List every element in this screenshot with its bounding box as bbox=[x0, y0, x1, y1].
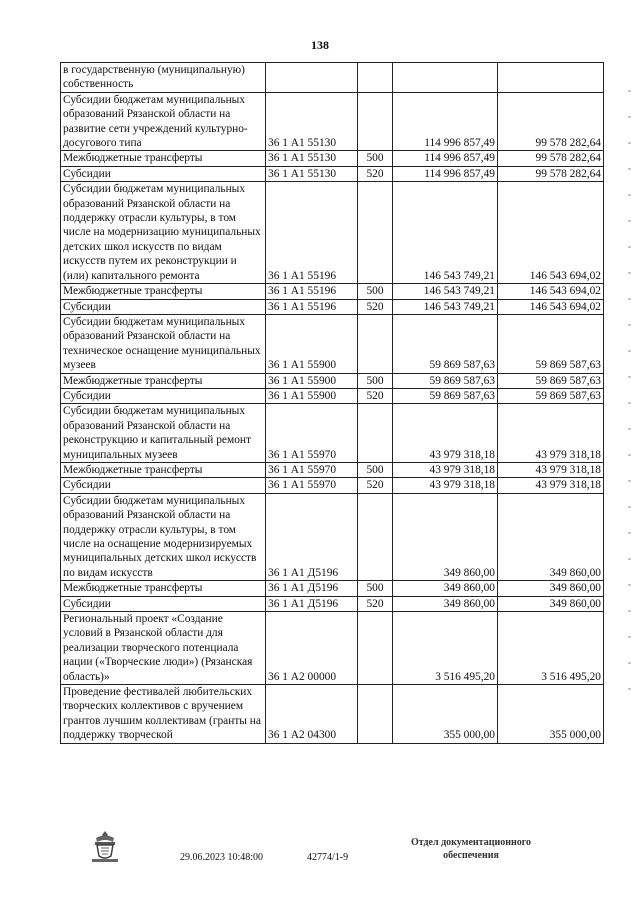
row-code-cell bbox=[266, 63, 358, 93]
row-amount-2-cell: 349 860,00 bbox=[498, 493, 604, 580]
row-amount-1-cell: 146 543 749,21 bbox=[393, 284, 498, 299]
row-name-cell: Субсидии bbox=[61, 299, 266, 314]
row-expense-type-cell: 500 bbox=[358, 151, 393, 166]
row-amount-1-cell: 355 000,00 bbox=[393, 685, 498, 744]
row-code-cell: 36 1 А2 00000 bbox=[266, 612, 358, 685]
row-amount-2-cell: 59 869 587,63 bbox=[498, 314, 604, 373]
row-code-cell: 36 1 А1 55900 bbox=[266, 314, 358, 373]
row-code-cell: 36 1 А1 55196 bbox=[266, 284, 358, 299]
row-amount-1-cell: 59 869 587,63 bbox=[393, 373, 498, 388]
row-name-cell: в государственную (муниципальную) собственность bbox=[61, 63, 266, 93]
table-row bbox=[61, 478, 604, 493]
budget-table bbox=[60, 62, 604, 744]
table-row bbox=[61, 182, 604, 284]
row-name-cell: Субсидии бюджетам муниципальных образований Рязанской области на развитие сети учреждений культурно-досугового типа bbox=[61, 92, 266, 151]
table-row bbox=[61, 151, 604, 166]
row-expense-type-cell: 500 bbox=[358, 462, 393, 477]
row-code-cell: 36 1 А1 55970 bbox=[266, 404, 358, 463]
row-name-cell: Межбюджетные трансферты bbox=[61, 462, 266, 477]
row-name-cell: Субсидии bbox=[61, 166, 266, 181]
row-amount-2-cell: 146 543 694,02 bbox=[498, 299, 604, 314]
table-row bbox=[61, 284, 604, 299]
row-amount-1-cell: 114 996 857,49 bbox=[393, 166, 498, 181]
table-row bbox=[61, 388, 604, 403]
row-expense-type-cell: 520 bbox=[358, 388, 393, 403]
row-code-cell: 36 1 А1 55196 bbox=[266, 299, 358, 314]
row-expense-type-cell bbox=[358, 685, 393, 744]
row-amount-2-cell: 355 000,00 bbox=[498, 685, 604, 744]
department-stamp: Отдел документационного обеспечения bbox=[410, 837, 532, 861]
row-expense-type-cell: 500 bbox=[358, 284, 393, 299]
row-amount-1-cell: 3 516 495,20 bbox=[393, 612, 498, 685]
row-expense-type-cell bbox=[358, 92, 393, 151]
row-amount-2-cell: 59 869 587,63 bbox=[498, 388, 604, 403]
page-number: 138 bbox=[311, 38, 329, 52]
row-amount-2-cell: 3 516 495,20 bbox=[498, 612, 604, 685]
row-expense-type-cell: 500 bbox=[358, 373, 393, 388]
row-amount-1-cell: 146 543 749,21 bbox=[393, 182, 498, 284]
row-name-cell: Субсидии бюджетам муниципальных образований Рязанской области на реконструкцию и капитальный ремонт муниципальных музеев bbox=[61, 404, 266, 463]
row-amount-1-cell: 114 996 857,49 bbox=[393, 151, 498, 166]
row-amount-2-cell: 59 869 587,63 bbox=[498, 373, 604, 388]
table-row bbox=[61, 462, 604, 477]
row-expense-type-cell bbox=[358, 404, 393, 463]
row-expense-type-cell: 520 bbox=[358, 596, 393, 611]
table-row bbox=[61, 404, 604, 463]
row-amount-2-cell: 99 578 282,64 bbox=[498, 151, 604, 166]
row-amount-1-cell: 43 979 318,18 bbox=[393, 478, 498, 493]
row-code-cell: 36 1 А1 55130 bbox=[266, 92, 358, 151]
row-name-cell: Субсидии bbox=[61, 478, 266, 493]
row-name-cell: Межбюджетные трансферты bbox=[61, 581, 266, 596]
row-name-cell: Субсидии бюджетам муниципальных образований Рязанской области на поддержку отрасли культуры, в том числе на модернизацию муниципальных детских школ искусств по видам искусств путем их реконструкции и (или) капитального ремонта bbox=[61, 182, 266, 284]
row-amount-2-cell bbox=[498, 63, 604, 93]
table-row bbox=[61, 299, 604, 314]
table-row bbox=[61, 685, 604, 744]
row-expense-type-cell bbox=[358, 493, 393, 580]
row-amount-2-cell: 349 860,00 bbox=[498, 581, 604, 596]
row-code-cell: 36 1 А1 55130 bbox=[266, 151, 358, 166]
table-row bbox=[61, 373, 604, 388]
row-amount-1-cell bbox=[393, 63, 498, 93]
row-amount-1-cell: 349 860,00 bbox=[393, 493, 498, 580]
row-expense-type-cell: 500 bbox=[358, 581, 393, 596]
row-expense-type-cell: 520 bbox=[358, 166, 393, 181]
row-expense-type-cell: 520 bbox=[358, 478, 393, 493]
row-amount-2-cell: 146 543 694,02 bbox=[498, 284, 604, 299]
row-code-cell: 36 1 А1 Д5196 bbox=[266, 596, 358, 611]
row-code-cell: 36 1 А1 55900 bbox=[266, 373, 358, 388]
budget-table-body bbox=[61, 63, 604, 744]
row-amount-1-cell: 59 869 587,63 bbox=[393, 314, 498, 373]
table-row bbox=[61, 314, 604, 373]
row-amount-1-cell: 349 860,00 bbox=[393, 596, 498, 611]
row-amount-2-cell: 43 979 318,18 bbox=[498, 404, 604, 463]
table-row bbox=[61, 63, 604, 93]
row-name-cell: Межбюджетные трансферты bbox=[61, 373, 266, 388]
row-name-cell: Региональный проект «Создание условий в Рязанской области для реализации творческого потенциала нации («Творческие люди») (Рязанская область)» bbox=[61, 612, 266, 685]
row-name-cell: Межбюджетные трансферты bbox=[61, 284, 266, 299]
row-amount-2-cell: 146 543 694,02 bbox=[498, 182, 604, 284]
row-name-cell: Проведение фестивалей любительских творческих коллективов с вручением грантов лучшим коллективам (гранты на поддержку творческой bbox=[61, 685, 266, 744]
row-amount-2-cell: 99 578 282,64 bbox=[498, 92, 604, 151]
row-expense-type-cell bbox=[358, 314, 393, 373]
scan-artifact bbox=[628, 90, 631, 690]
row-name-cell: Субсидии bbox=[61, 596, 266, 611]
coat-of-arms-icon bbox=[86, 830, 124, 864]
row-code-cell: 36 1 А1 Д5196 bbox=[266, 581, 358, 596]
row-expense-type-cell bbox=[358, 63, 393, 93]
table-row bbox=[61, 612, 604, 685]
row-name-cell: Субсидии bbox=[61, 388, 266, 403]
row-code-cell: 36 1 А1 55130 bbox=[266, 166, 358, 181]
row-code-cell: 36 1 А1 55970 bbox=[266, 462, 358, 477]
table-row bbox=[61, 493, 604, 580]
timestamp: 29.06.2023 10:48:00 bbox=[180, 852, 264, 863]
row-expense-type-cell: 520 bbox=[358, 299, 393, 314]
row-amount-2-cell: 43 979 318,18 bbox=[498, 478, 604, 493]
row-amount-1-cell: 349 860,00 bbox=[393, 581, 498, 596]
row-amount-1-cell: 59 869 587,63 bbox=[393, 388, 498, 403]
table-row bbox=[61, 596, 604, 611]
row-name-cell: Субсидии бюджетам муниципальных образований Рязанской области на техническое оснащение муниципальных музеев bbox=[61, 314, 266, 373]
row-code-cell: 36 1 А1 55970 bbox=[266, 478, 358, 493]
document-number: 42774/1-9 bbox=[307, 852, 349, 863]
row-expense-type-cell bbox=[358, 612, 393, 685]
row-amount-1-cell: 146 543 749,21 bbox=[393, 299, 498, 314]
table-row bbox=[61, 581, 604, 596]
row-code-cell: 36 1 А1 Д5196 bbox=[266, 493, 358, 580]
row-code-cell: 36 1 А2 04300 bbox=[266, 685, 358, 744]
row-name-cell: Субсидии бюджетам муниципальных образований Рязанской области на поддержку отрасли культуры, в том числе на оснащение модернизируемых муниципальных детских школ искусств по видам искусств bbox=[61, 493, 266, 580]
row-amount-1-cell: 43 979 318,18 bbox=[393, 462, 498, 477]
row-name-cell: Межбюджетные трансферты bbox=[61, 151, 266, 166]
row-code-cell: 36 1 А1 55900 bbox=[266, 388, 358, 403]
row-amount-2-cell: 349 860,00 bbox=[498, 596, 604, 611]
row-amount-2-cell: 43 979 318,18 bbox=[498, 462, 604, 477]
row-amount-1-cell: 43 979 318,18 bbox=[393, 404, 498, 463]
row-amount-1-cell: 114 996 857,49 bbox=[393, 92, 498, 151]
row-amount-2-cell: 99 578 282,64 bbox=[498, 166, 604, 181]
row-expense-type-cell bbox=[358, 182, 393, 284]
row-code-cell: 36 1 А1 55196 bbox=[266, 182, 358, 284]
table-row bbox=[61, 92, 604, 151]
table-row bbox=[61, 166, 604, 181]
